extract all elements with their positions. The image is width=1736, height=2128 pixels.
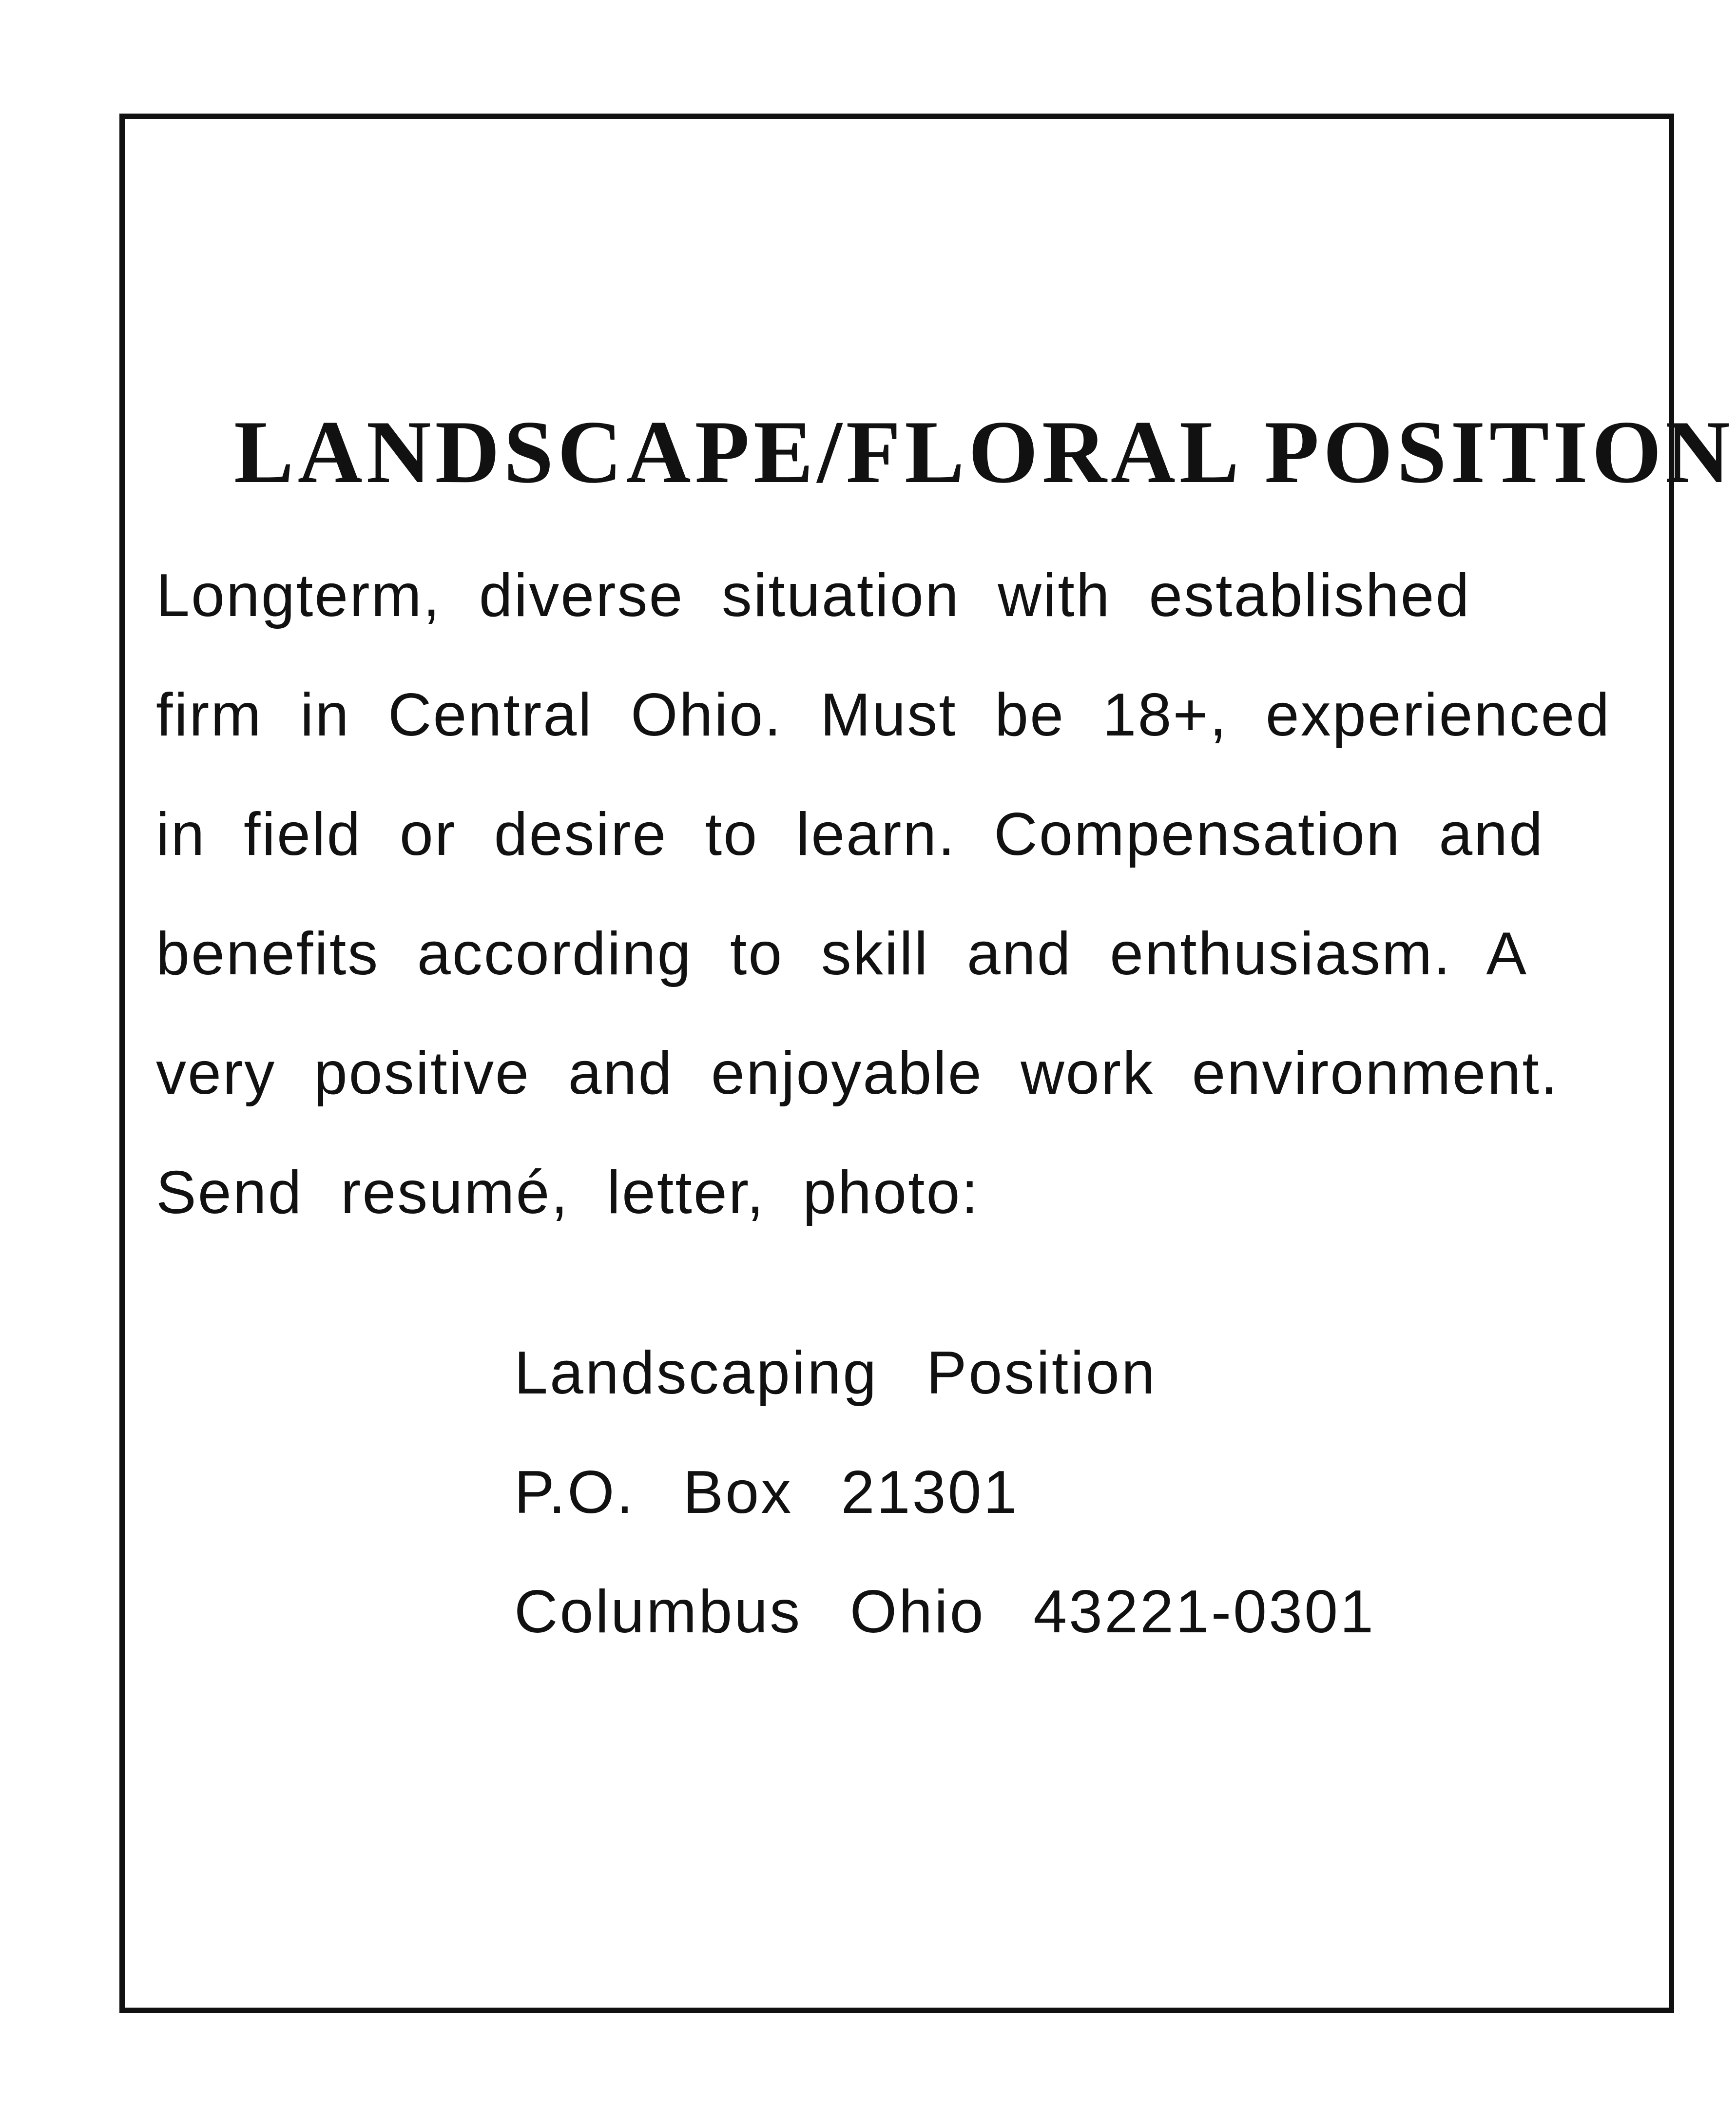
body-line-2: firm in Central Ohio. Must be 18+, experienced <box>156 681 1611 749</box>
address-line-1: Landscaping Position <box>514 1339 1157 1407</box>
body-line-3: in field or desire to learn. Compensation and <box>156 801 1544 868</box>
body-line-5: very positive and enjoyable work environment. <box>156 1040 1559 1107</box>
body-line-4: benefits according to skill and enthusiasm. A <box>156 920 1528 987</box>
body-line-6: Send resumé, letter, photo: <box>156 1159 980 1226</box>
body-line-1: Longterm, diverse situation with established <box>156 562 1471 629</box>
ad-title: LANDSCAPE/FLORAL POSITION <box>234 402 1735 502</box>
address-line-2: P.O. Box 21301 <box>514 1459 1019 1526</box>
address-line-3: Columbus Ohio 43221-0301 <box>514 1578 1376 1645</box>
